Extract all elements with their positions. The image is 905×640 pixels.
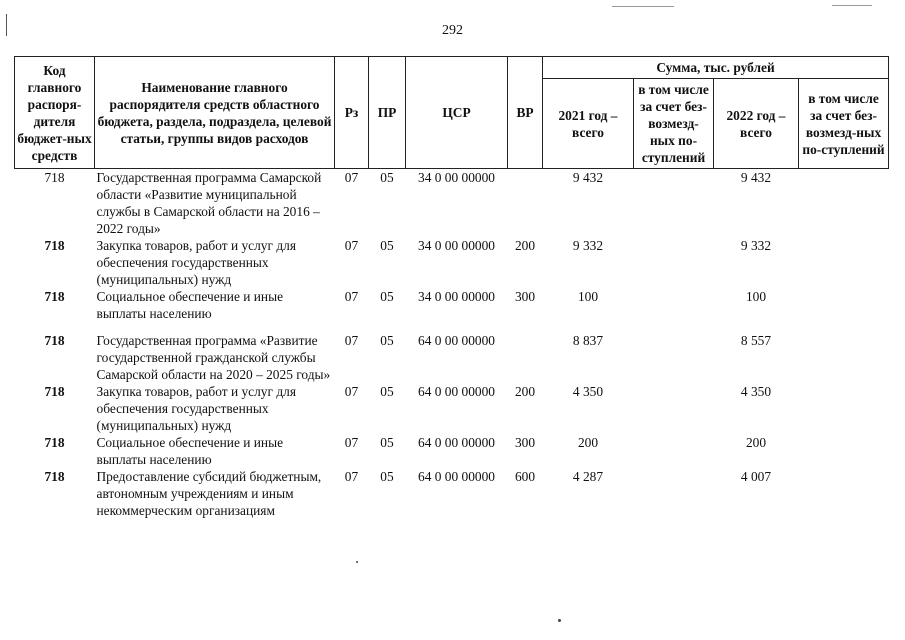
cell-2022-free (799, 169, 889, 238)
cell-pr: 05 (380, 333, 394, 348)
cell-csr: 64 0 00 00000 (418, 435, 495, 450)
cell-name: Предоставление субсидий бюджетным, автономным учреждениям и иным некоммерческим организациям (96, 469, 322, 518)
table-row (15, 468, 889, 519)
cell-2021-free (634, 169, 714, 238)
cell-code: 718 (44, 238, 65, 253)
cell-vr: 600 (514, 469, 536, 484)
table-header (15, 57, 889, 169)
cell-name: Государственная программа Самарской области «Развитие муниципальной службы в Самарской области на 2016 – 2022 годы» (96, 170, 322, 236)
scan-speck (558, 619, 561, 622)
table-row (15, 169, 889, 238)
cell-2021-total: 9 332 (572, 238, 604, 253)
cell-code: 718 (44, 435, 65, 450)
cell-2022-total: 100 (745, 289, 767, 304)
cell-vr: 300 (514, 435, 536, 450)
header-name: Наименование главного распорядителя средств областного бюджета, раздела, подраздела, целевой статьи, группы видов расходов (95, 57, 335, 169)
header-pr: ПР (369, 57, 406, 169)
cell-rz: 07 (344, 384, 359, 399)
page-number: 292 (442, 23, 463, 38)
cell-pr: 05 (380, 170, 394, 185)
table-row (15, 332, 889, 383)
cell-rz: 07 (344, 469, 359, 484)
cell-2022-free (799, 332, 889, 383)
cell-csr: 64 0 00 00000 (418, 384, 495, 399)
cell-2021-free (634, 434, 714, 468)
table-row (15, 288, 889, 332)
cell-2021-free (634, 332, 714, 383)
header-2022-free: в том числе за счет без-возмезд-ных по-ступлений (799, 79, 889, 169)
cell-code: 718 (44, 170, 65, 185)
cell-csr: 64 0 00 00000 (418, 469, 495, 484)
header-2021-total: 2021 год – всего (543, 79, 634, 169)
cell-name: Социальное обеспечение и иные выплаты населению (96, 435, 284, 467)
cell-2022-total: 9 332 (740, 238, 772, 253)
cell-code: 718 (44, 469, 65, 484)
cell-csr: 34 0 00 00000 (418, 238, 495, 253)
cell-2022-total: 200 (745, 435, 767, 450)
table-row (15, 383, 889, 434)
scan-stroke-mark (832, 5, 872, 6)
cell-csr: 34 0 00 00000 (418, 170, 495, 185)
header-code: Код главного распоря-дителя бюджет-ных средств (15, 57, 95, 169)
table-body (15, 169, 889, 520)
cell-2021-total: 4 287 (572, 469, 604, 484)
cell-2021-total: 8 837 (572, 333, 604, 348)
cell-pr: 05 (380, 384, 394, 399)
cell-pr: 05 (380, 435, 394, 450)
cell-pr: 05 (380, 289, 394, 304)
cell-name: Закупка товаров, работ и услуг для обеспечения государственных (муниципальных) нужд (96, 384, 296, 433)
header-2022-total: 2022 год – всего (714, 79, 799, 169)
scan-stroke-mark (612, 6, 674, 7)
cell-rz: 07 (344, 333, 359, 348)
budget-table (14, 56, 889, 519)
cell-2021-total: 100 (577, 289, 599, 304)
table-row (15, 237, 889, 288)
cell-vr: 200 (514, 238, 536, 253)
cell-2022-free (799, 237, 889, 288)
cell-pr: 05 (380, 469, 394, 484)
cell-2022-total: 4 007 (740, 469, 772, 484)
cell-code: 718 (44, 384, 65, 399)
cell-vr (508, 169, 543, 238)
table-row (15, 434, 889, 468)
cell-2022-free (799, 288, 889, 332)
cell-2021-total: 9 432 (572, 170, 604, 185)
scan-speck (356, 561, 358, 563)
header-rz: Рз (335, 57, 369, 169)
cell-2022-free (799, 468, 889, 519)
cell-pr: 05 (380, 238, 394, 253)
cell-2021-total: 200 (577, 435, 599, 450)
cell-rz: 07 (344, 238, 359, 253)
cell-csr: 34 0 00 00000 (418, 289, 495, 304)
cell-rz: 07 (344, 289, 359, 304)
cell-2021-free (634, 468, 714, 519)
cell-2021-free (634, 288, 714, 332)
header-vr: ВР (508, 57, 543, 169)
cell-code: 718 (44, 289, 65, 304)
cell-name: Государственная программа «Развитие государственной гражданской службы Самарской области на 2020 – 2025 годы» (96, 333, 331, 382)
cell-2022-free (799, 434, 889, 468)
cell-name: Закупка товаров, работ и услуг для обеспечения государственных (муниципальных) нужд (96, 238, 296, 287)
cell-csr: 64 0 00 00000 (418, 333, 495, 348)
cell-2022-free (799, 383, 889, 434)
header-2021-free: в том числе за счет без-возмезд-ных по-ступлений (634, 79, 714, 169)
cell-rz: 07 (344, 435, 359, 450)
cell-name: Социальное обеспечение и иные выплаты населению (96, 289, 284, 321)
cell-2021-total: 4 350 (572, 384, 604, 399)
cell-vr: 200 (514, 384, 536, 399)
cell-2021-free (634, 383, 714, 434)
header-sum-group: Сумма, тыс. рублей (543, 57, 889, 79)
cell-2022-total: 9 432 (740, 170, 772, 185)
cell-2021-free (634, 237, 714, 288)
header-csr: ЦСР (406, 57, 508, 169)
cell-vr: 300 (514, 289, 536, 304)
cell-2022-total: 4 350 (740, 384, 772, 399)
cell-vr (508, 332, 543, 383)
cell-2022-total: 8 557 (740, 333, 772, 348)
cell-code: 718 (44, 333, 65, 348)
cell-rz: 07 (344, 170, 359, 185)
